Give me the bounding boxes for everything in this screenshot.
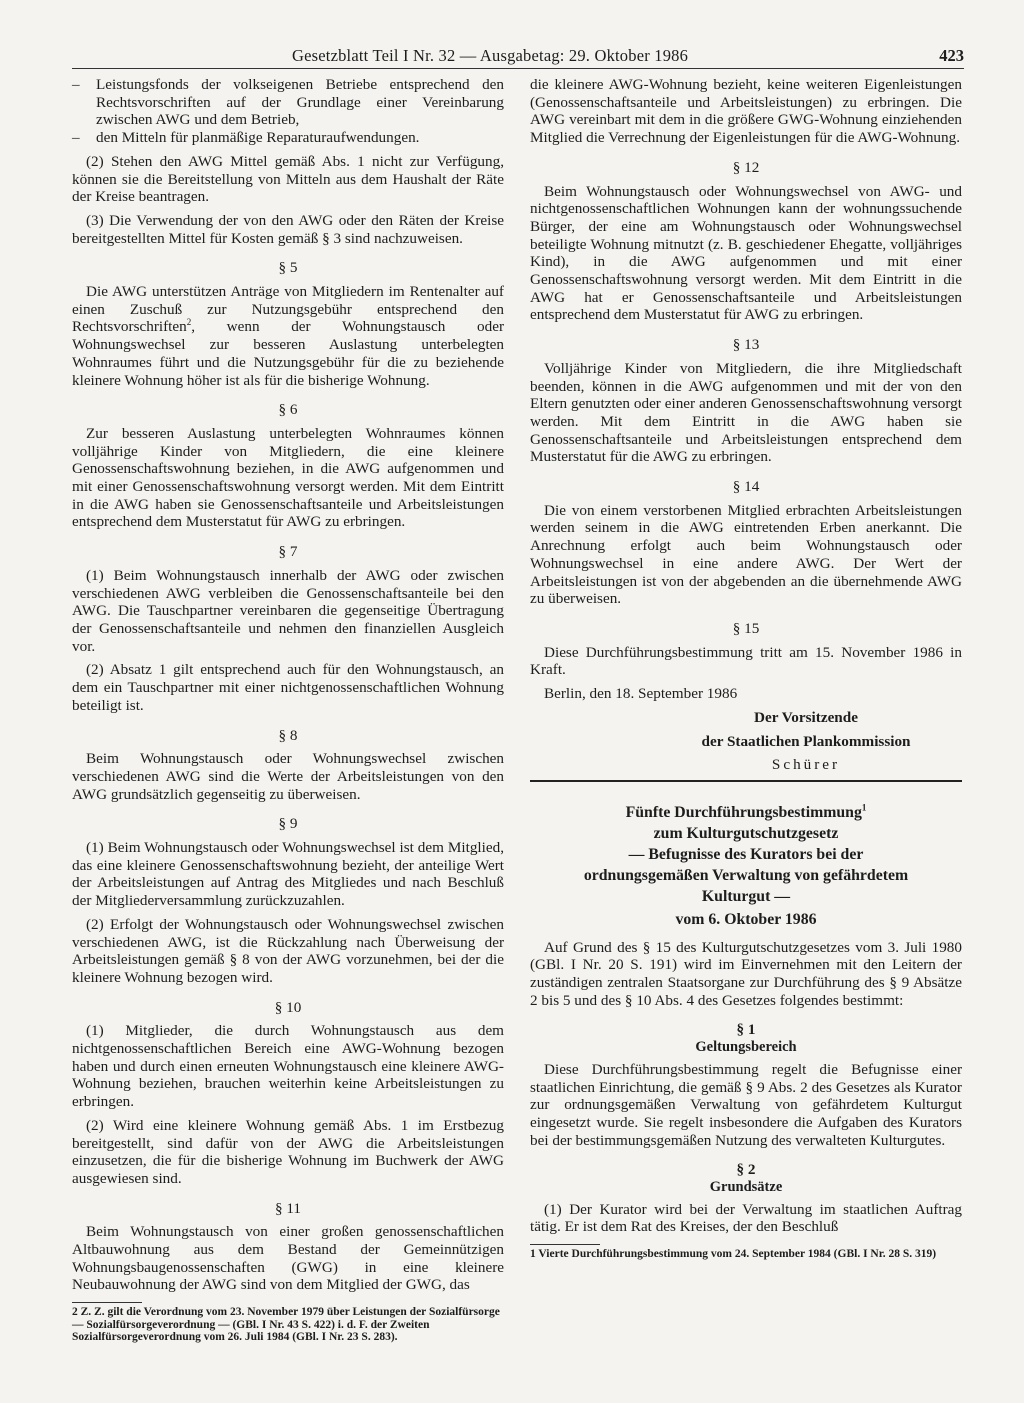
paragraph: Diese Durchführungsbestimmung regelt die Befugnisse einer staatlichen Einrichtung, die gemäß § 9 Abs. 2 des Gesetzes als Kurator zur ordnungsgemäßen Verwaltung von gefährdetem Kulturgut eingesetzt wurde. Sie regelt insbesondere die Aufgaben des Kurators bei der bestimmungsgemäßen Nutzung des verwalteten Kulturgutes. — [530, 1060, 962, 1149]
section-heading: § 13 — [732, 336, 760, 354]
paragraph: (1) Mitglieder, die durch Wohnungstausch aus dem nichtgenossenschaftlichen Bereich eine AWG-Wohnung bezogen haben und durch einen erneuten Wohnungstausch eine kleinere AWG-Wohnung beziehen, brauchen weiterhin keine Arbeitsleistungen zu erbringen. — [72, 1022, 504, 1111]
left-column — [72, 76, 504, 1350]
paragraph: Die AWG unterstützen Anträge von Mitgliedern im Rentenalter auf einen Zuschuß zur Nutzungsgebühr entsprechend den Rechtsvorschriften$^2$, wenn der Wohnungstausch oder Wohnungswechsel zur besseren Auslastung unterbelegten Wohnraumes führt und die Nutzungsgebühr für die zu beziehende kleinere Wohnung höher ist als für die bisherige Wohnung. — [72, 283, 504, 389]
list-item: – den Mitteln für planmäßige Reparaturaufwendungen. — [72, 129, 504, 147]
paragraph: Beim Wohnungstausch von einer großen genossenschaftlichen Altbauwohnung aus dem Bestand der Gemeinnützigen Wohnungsbaugenossenschaften (GWG) in eine kleinere Neubauwohnung der AWG sind von dem Mitglied der GWG, das — [72, 1223, 504, 1294]
regulation-title: Fünfte Durchführungsbestimmung$^1$ zum Kulturgutschutzgesetz — Befugnisse des Kurators bei der ordnungsgemäßen Verwaltung von gefährdetem Kulturgut — — [583, 802, 909, 905]
signature-office: der Staatlichen Plankommission — [701, 732, 911, 750]
paragraph: (2) Erfolgt der Wohnungstausch oder Wohnungswechsel zwischen verschiedenen AWG, ist die Rückzahlung nach Überweisung der Arbeitsleistungen gemäß § 8 von der AWG vorzunehmen, bei der die kleinere Wohnung bezogen wird. — [72, 915, 504, 986]
section-heading: § 7 — [278, 543, 298, 561]
section-heading: § 2 — [736, 1161, 756, 1179]
paragraph: Volljährige Kinder von Mitgliedern, die ihre Mitgliedschaft beenden, können in die AWG aufgenommen und mit der von den Eltern genutzten oder einer anderen Genossenschaftswohnung versorgt werden. Mit dem Eintritt in die AWG haben sie Genossenschaftsanteile und Arbeitsleistungen entsprechend dem Musterstatut für die AWG zu erbringen. — [530, 359, 962, 466]
right-column — [530, 76, 962, 1267]
section-heading: § 14 — [732, 478, 760, 496]
section-heading: § 15 — [732, 619, 760, 637]
section-subheading: Geltungsbereich — [695, 1039, 797, 1056]
paragraph: Die von einem verstorbenen Mitglied erbrachten Arbeitsleistungen werden seinem in die AWG eintretenden Erben anerkannt. Die Anrechnung erfolgt auch beim Wohnungstausch oder Wohnungswechsel in eine andere AWG. Der Wert der Arbeitsleistungen ist von der abgebenden an die übernehmende AWG zu überweisen. — [530, 501, 962, 608]
place-date: Berlin, den 18. September 1986 — [544, 685, 738, 703]
page-number: 423 — [939, 46, 964, 65]
paragraph: (3) Die Verwendung der von den AWG oder den Räten der Kreise bereitgestellten Mittel für Kosten gemäß § 3 sind nachzuweisen. — [72, 211, 504, 247]
footnote-rule — [72, 1302, 142, 1303]
section-heading: § 1 — [736, 1021, 756, 1039]
paragraph: (2) Absatz 1 gilt entsprechend auch für den Wohnungstausch, an dem ein Tauschpartner mit einer nichtgenossenschaftlichen Wohnung beteiligt ist. — [72, 661, 504, 714]
paragraph: (2) Wird eine kleinere Wohnung gemäß Abs. 1 im Erstbezug bereitgestellt, sind dafür von der AWG die Arbeitsleistungen einzusetzen, die für die bisherige Wohnung im Buchwerk der AWG ausgewiesen sind. — [72, 1116, 504, 1187]
section-heading: § 9 — [278, 815, 298, 833]
paragraph: Diese Durchführungsbestimmung tritt am 15. November 1986 in Kraft. — [530, 643, 962, 679]
section-subheading: Grundsätze — [709, 1179, 783, 1196]
footnote: 1 Vierte Durchführungsbestimmung vom 24. September 1984 (GBl. I Nr. 28 S. 319) — [530, 1248, 937, 1261]
paragraph: (1) Beim Wohnungstausch innerhalb der AWG oder zwischen verschiedenen AWG verbleiben die Genossenschaftsanteile bei den AWG. Die Tauschpartner vereinbaren die gegenseitige Übertragung der Genossenschaftsanteile und nehmen den finanziellen Ausgleich vor. — [72, 566, 504, 655]
section-heading: § 12 — [732, 158, 760, 176]
paragraph: (1) Der Kurator wird bei der Verwaltung im staatlichen Auftrag tätig. Er ist dem Rat des Kreises, der den Beschluß — [530, 1200, 962, 1236]
footnote: 2 Z. Z. gilt die Verordnung vom 23. November 1979 über Leistungen der Sozialfürsorge — Sozialfürsorgeverordnung — (GBl. I Nr. 43 S. 422) i. d. F. der Zweiten Sozialfürsorgeverordnung vom 26. Juli 1984 (GBl. I Nr. 23 S. 283). — [72, 1306, 500, 1344]
signature-title: Der Vorsitzende — [754, 708, 858, 726]
footnote-rule — [530, 1244, 600, 1245]
section-heading: § 10 — [274, 998, 302, 1016]
paragraph: Zur besseren Auslastung unterbelegten Wohnraumes können volljährige Kinder von Mitgliedern, die eine kleinere Genossenschaftswohnung beziehen, in die AWG aufgenommen und mit einer Genossenschaftswohnung versorgt werden. Mit dem Eintritt in die AWG haben sie Genossenschaftsanteile und Arbeitsleistungen entsprechend dem Musterstatut für AWG zu erbringen. — [72, 424, 504, 531]
section-heading: § 6 — [278, 401, 298, 419]
section-heading: § 11 — [274, 1199, 301, 1217]
paragraph: Beim Wohnungstausch oder Wohnungswechsel zwischen verschiedenen AWG sind die Werte der Arbeitsleistungen von den AWG grundsätzlich gegenseitig zu überweisen. — [72, 750, 504, 803]
paragraph: (2) Stehen den AWG Mittel gemäß Abs. 1 nicht zur Verfügung, können sie die Bereitstellung von Mitteln aus dem Haushalt der Räte der Kreise beantragen. — [72, 152, 504, 206]
paragraph: Auf Grund des § 15 des Kulturgutschutzgesetzes vom 3. Juli 1980 (GBl. I Nr. 20 S. 191) wird im Einvernehmen mit den Leitern der zuständigen zentralen Staatsorgane zur Durchführung des § 9 Absätze 2 bis 5 und des § 10 Abs. 4 des Gesetzes folgendes bestimmt: — [530, 938, 962, 1009]
regulation-date: vom 6. Oktober 1986 — [675, 910, 817, 928]
section-heading: § 5 — [278, 259, 298, 277]
list-item: – Leistungsfonds der volkseigenen Betriebe entsprechend den Rechtsvorschriften auf der Grundlage einer Vereinbarung zwischen AWG und dem Betrieb, — [72, 76, 504, 129]
list-item-text: den Mitteln für planmäßige Reparaturaufwendungen. — [96, 129, 420, 147]
section-heading: § 8 — [278, 726, 298, 744]
footnote-ref: 2 — [186, 317, 192, 328]
paragraph: (1) Beim Wohnungstausch oder Wohnungswechsel ist dem Mitglied, das eine kleinere Genossenschaftswohnung bezieht, der anteilige Wert der Arbeitsleistungen auf Antrag des Mitgliedes und nach Beschluß der Mitgliederversammlung zurückzuzahlen. — [72, 839, 504, 910]
paragraph: Beim Wohnungstausch oder Wohnungswechsel von AWG- und nichtgenossenschaftlichen Wohnungen kann der wohnungssuchende Bürger, der eine am Wohnungstausch oder Wohnungswechsel beteiligte Wohnung mitnutzt (z. B. geschiedener Ehegatte, volljähriges Kind), in die AWG aufgenommen und mit einer Genossenschaftswohnung versorgt werden. Mit dem Eintritt in die AWG hat er Genossenschaftsanteile und Arbeitsleistungen entsprechend dem Musterstatut für AWG zu erbringen. — [530, 182, 962, 324]
page-header — [72, 44, 964, 69]
footnote-ref: 1 — [861, 802, 867, 813]
list-item-text: Leistungsfonds der volkseigenen Betriebe entsprechend den Rechtsvorschriften auf der Grundlage einer Vereinbarung zwischen AWG und dem Betrieb, — [96, 76, 504, 129]
signature-name: Schürer — [771, 756, 841, 774]
header-title: Gesetzblatt Teil I Nr. 32 — Ausgabetag: 29. Oktober 1986 — [292, 46, 689, 65]
section-divider — [530, 780, 962, 782]
paragraph: die kleinere AWG-Wohnung bezieht, keine weiteren Eigenleistungen (Genossenschaftsanteile und Arbeitsleistungen) zu erbringen. Die AWG vereinbart mit dem in die größere GWG-Wohnung einziehenden Mitglied die Verrechnung der Eigenleistungen für die AWG-Wohnung. — [530, 76, 962, 147]
